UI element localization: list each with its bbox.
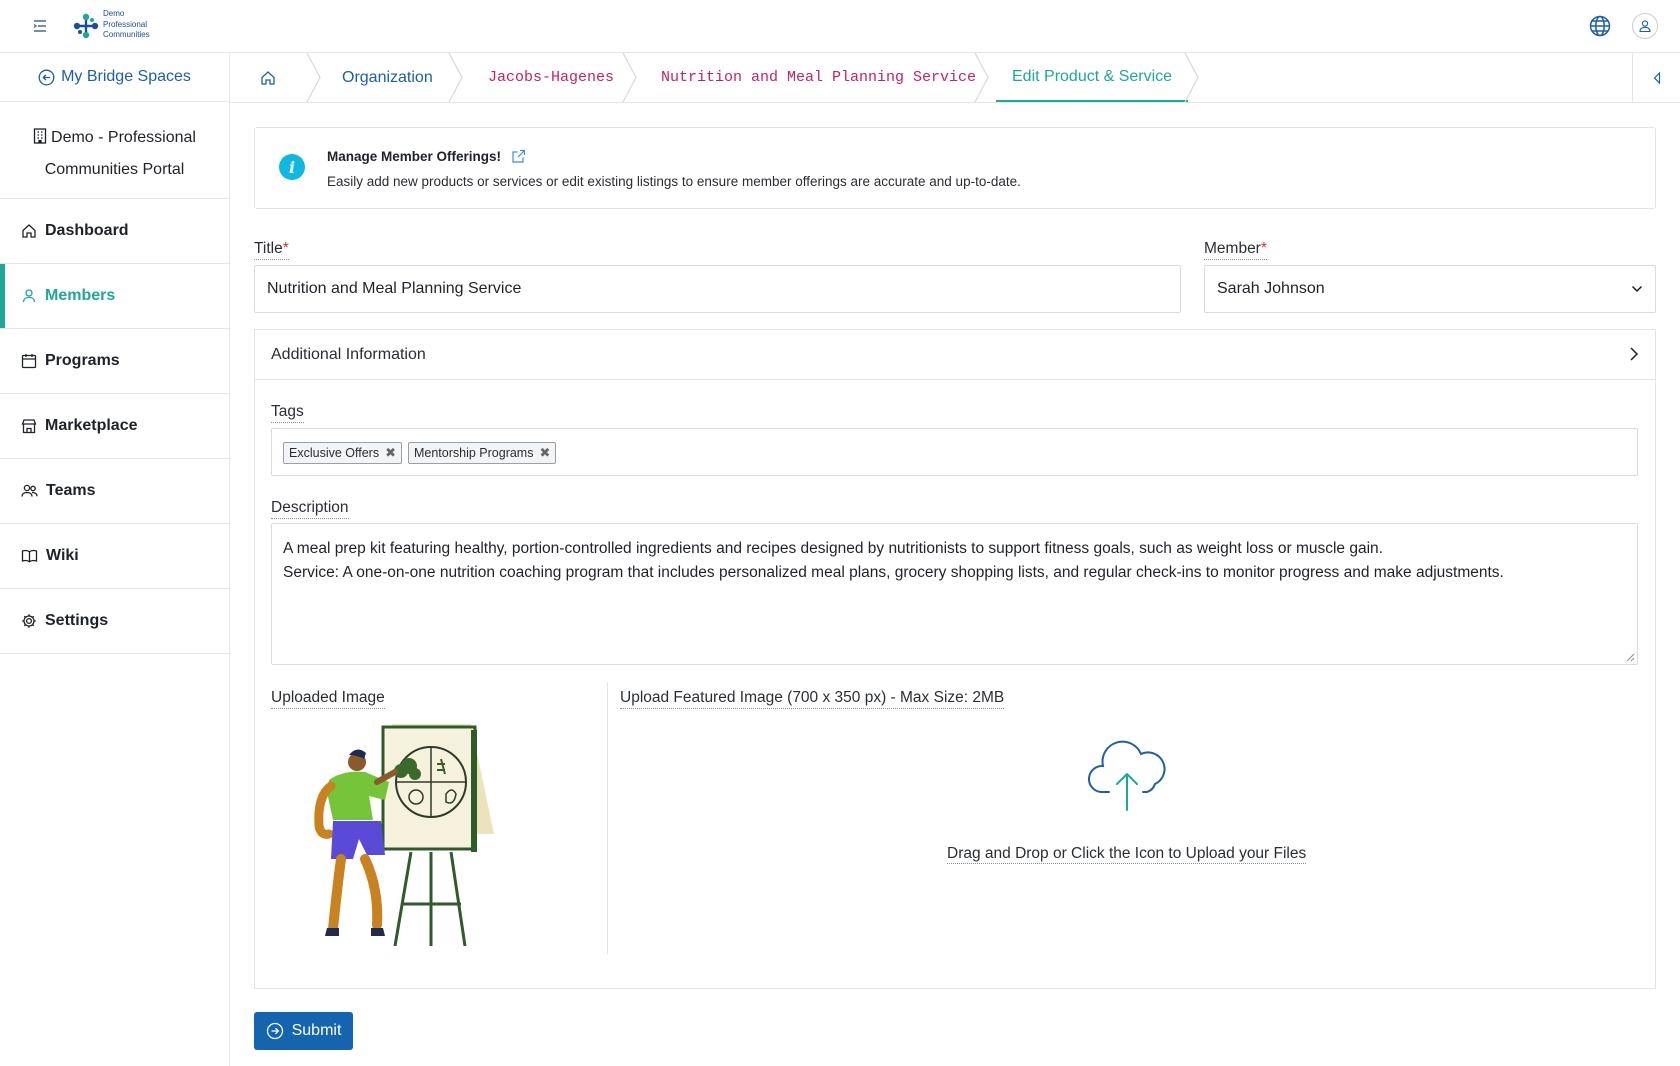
tag-chip: [408, 442, 556, 464]
caret-left-icon: [1652, 71, 1662, 85]
sidebar-item-label: Dashboard: [45, 222, 129, 239]
calendar-icon: [21, 353, 37, 369]
member-select[interactable]: [1204, 265, 1656, 313]
users-icon: [21, 483, 38, 499]
breadcrumb-label: Edit Product & Service: [1012, 67, 1173, 85]
my-bridge-spaces-label: My Bridge Spaces: [61, 68, 191, 85]
sidebar-item-wiki[interactable]: [0, 524, 229, 589]
info-description: Easily add new products or services or edit existing listings to ensure member offerings are accurate and up-to-date.: [327, 174, 1021, 189]
info-icon: i: [279, 154, 305, 180]
upload-hint[interactable]: Drag and Drop or Click the Icon to Upload your Files: [947, 845, 1307, 862]
gear-icon: [21, 613, 37, 629]
logo-line-1: Demo: [103, 9, 125, 18]
resize-handle-icon[interactable]: [1626, 653, 1635, 662]
remove-tag-icon[interactable]: ✖: [385, 445, 396, 460]
top-bar: [0, 0, 1680, 53]
globe-icon[interactable]: [1588, 14, 1612, 38]
home-icon: [260, 70, 276, 86]
breadcrumb-label: Organization: [342, 68, 433, 86]
breadcrumb-separator: [974, 53, 990, 102]
tag-chip: [283, 442, 402, 464]
breadcrumb-organization-name[interactable]: [488, 53, 614, 102]
brand-logo-text: [103, 9, 150, 41]
breadcrumb-home[interactable]: [260, 53, 276, 102]
title-label: [254, 240, 289, 260]
breadcrumb-separator: [448, 53, 464, 102]
sidebar: [0, 53, 230, 1066]
breadcrumb-separator: [1184, 53, 1200, 102]
sidebar-item-label: Members: [45, 287, 116, 304]
my-bridge-spaces-link[interactable]: [0, 53, 229, 102]
breadcrumb: [230, 53, 1680, 103]
portal-name: [0, 102, 229, 199]
member-select-value: Sarah Johnson: [1217, 280, 1325, 297]
sidebar-item-teams[interactable]: [0, 459, 229, 524]
sidebar-item-label: Teams: [46, 482, 96, 499]
breadcrumb-label: Nutrition and Meal Planning Service: [661, 69, 977, 86]
sidebar-item-members[interactable]: [0, 264, 229, 329]
breadcrumb-separator: [622, 53, 638, 102]
uploaded-image-label: [271, 689, 385, 709]
logo-line-2: Professional: [103, 19, 148, 29]
tag-label: Mentorship Programs: [413, 446, 534, 460]
uploaded-image: [291, 724, 496, 946]
description-label: [271, 499, 349, 519]
portal-name-line-1: Demo - Professional: [51, 129, 196, 146]
book-icon: [21, 548, 38, 564]
home-icon: [21, 223, 37, 239]
user-icon: [21, 288, 37, 304]
tag-label: Exclusive Offers: [289, 446, 380, 460]
title-label-text: Title: [254, 240, 283, 257]
required-marker: *: [282, 240, 289, 257]
chevron-down-icon: [1631, 284, 1643, 294]
info-title-text: Manage Member Offerings!: [327, 149, 502, 164]
sidebar-item-label: Programs: [45, 352, 120, 369]
external-link-icon[interactable]: [511, 149, 526, 164]
portal-name-line-2: Communities Portal: [44, 161, 185, 178]
sidebar-item-marketplace[interactable]: [0, 394, 229, 459]
title-input[interactable]: [254, 265, 1181, 313]
member-label: [1204, 240, 1267, 260]
description-line-1: A meal prep kit featuring healthy, portion-controlled ingredients and recipes designed by nutritionists to support fitness goals, such as weight loss or muscle gain.: [283, 540, 1383, 557]
additional-information-title: Additional Information: [271, 345, 426, 363]
sidebar-item-programs[interactable]: [0, 329, 229, 394]
title-input-value: Nutrition and Meal Planning Service: [267, 280, 522, 297]
arrow-circle-right-icon: [266, 1022, 284, 1040]
menu-toggle-icon[interactable]: [30, 16, 50, 36]
info-title: [327, 149, 526, 164]
sidebar-item-dashboard[interactable]: [0, 199, 229, 264]
breadcrumb-service[interactable]: [661, 53, 976, 102]
building-icon: [33, 128, 47, 144]
info-banner: [254, 127, 1656, 209]
logo-line-3: Communities: [103, 30, 150, 39]
breadcrumb-current[interactable]: [996, 53, 1188, 102]
chevron-right-icon: [1629, 346, 1639, 362]
upload-featured-label: [620, 689, 1004, 709]
tags-label: [271, 403, 304, 423]
sidebar-item-settings[interactable]: [0, 589, 229, 654]
description-label-text: Description: [271, 499, 349, 516]
description-textarea[interactable]: [271, 523, 1638, 665]
back-circle-icon: [38, 69, 55, 86]
remove-tag-icon[interactable]: ✖: [539, 445, 551, 460]
collapse-panel-button[interactable]: [1632, 53, 1680, 102]
breadcrumb-label: Jacobs-Hagenes: [488, 69, 615, 86]
breadcrumb-organization[interactable]: [342, 53, 433, 102]
uploaded-image-label-text: Uploaded Image: [271, 689, 385, 706]
cloud-upload-icon[interactable]: [1087, 740, 1169, 812]
sidebar-item-label: Settings: [45, 612, 109, 629]
submit-label: Submit: [291, 1022, 342, 1039]
sidebar-item-label: Wiki: [46, 547, 79, 564]
required-marker: *: [1260, 240, 1267, 257]
additional-information-toggle[interactable]: [255, 330, 1655, 380]
upload-divider: [607, 682, 608, 954]
tags-label-text: Tags: [271, 403, 304, 420]
user-icon: [1638, 19, 1652, 33]
sidebar-item-label: Marketplace: [45, 417, 138, 434]
submit-button[interactable]: [254, 1012, 353, 1050]
member-label-text: Member: [1204, 240, 1261, 257]
upload-featured-label-text: Upload Featured Image (700 x 350 px) - Max Size: 2MB: [620, 689, 1005, 706]
breadcrumb-separator: [306, 53, 322, 102]
tags-input[interactable]: [271, 428, 1638, 476]
description-line-2: Service: A one-on-one nutrition coaching program that includes personalized meal plans, grocery shopping lists, and regular check-ins to monitor progress and make adjustments.: [283, 564, 1504, 581]
additional-information-panel: [254, 329, 1656, 989]
user-menu-button[interactable]: [1632, 13, 1658, 39]
store-icon: [21, 418, 37, 434]
